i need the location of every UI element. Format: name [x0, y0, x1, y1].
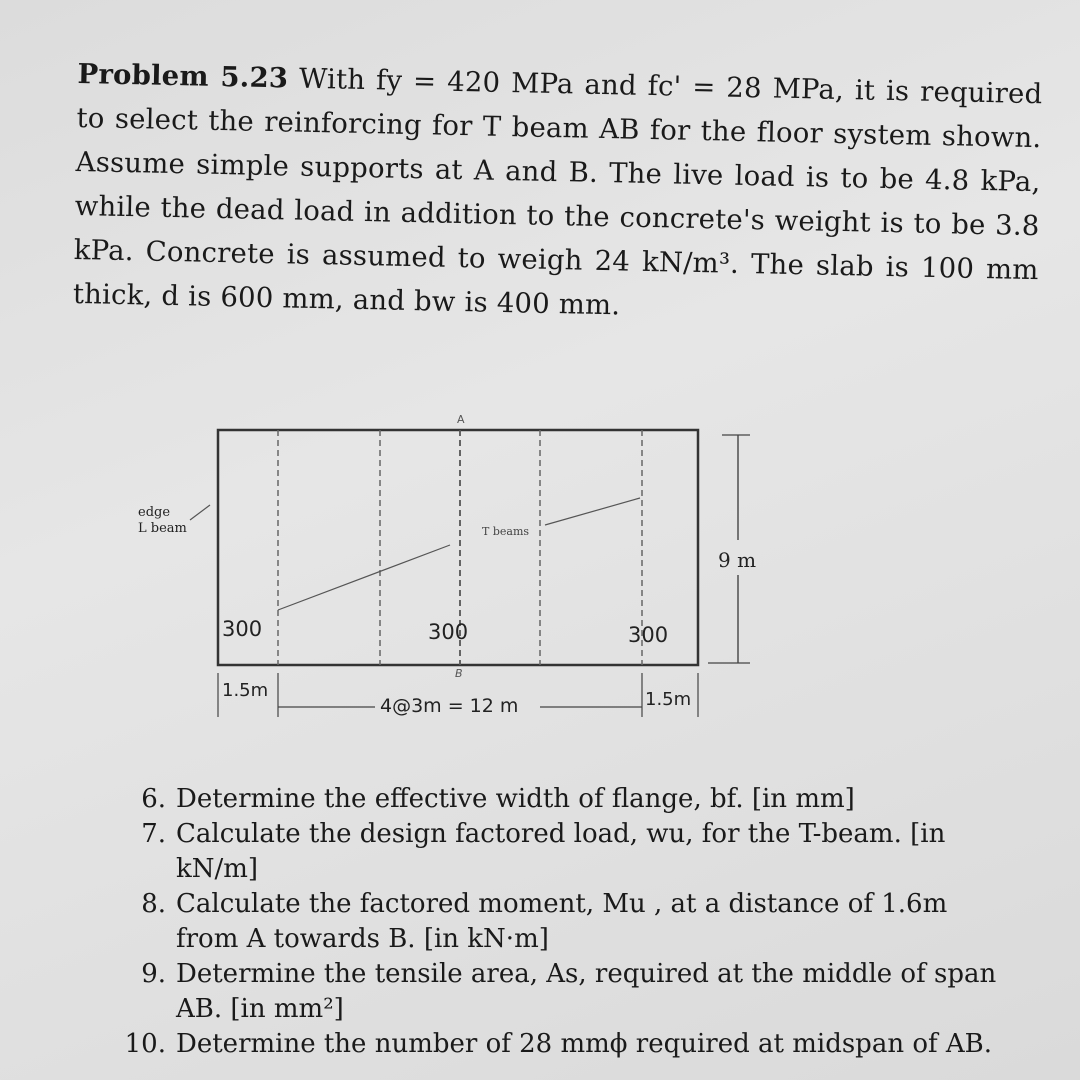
edge-label-line1: edge — [138, 505, 171, 520]
edge-beam-leader — [190, 505, 210, 520]
t-beams-label: T beams — [482, 525, 530, 538]
dim-span-label: 4@3m = 12 m — [380, 695, 519, 717]
problem-paragraph — [72, 52, 1042, 336]
question-number: 9. — [141, 959, 166, 989]
question-item — [112, 1027, 1012, 1062]
question-text: Determine the tensile area, As, required at the middle of span AB. [in mm²] — [176, 959, 997, 1024]
problem-title: Problem 5.23 — [77, 57, 289, 95]
question-number: 6. — [141, 784, 166, 814]
question-item — [112, 782, 1012, 817]
floor-plan-figure — [130, 405, 850, 735]
t-beam-leader-left — [278, 545, 450, 610]
problem-statement — [72, 52, 1042, 336]
edge-label-line2: L beam — [138, 521, 187, 536]
label-b: B — [455, 667, 463, 680]
question-text: Determine the effective width of flange, bf. [in mm] — [176, 784, 855, 814]
question-number: 10. — [124, 1029, 166, 1059]
question-text: Calculate the factored moment, Mu , at a distance of 1.6m from A towards B. [in kN·m] — [176, 889, 948, 954]
dim-left-label: 1.5m — [222, 680, 269, 701]
question-text: Determine the number of 28 mmϕ required at midspan of AB. — [176, 1029, 993, 1059]
question-list — [112, 782, 1012, 1062]
dim-right-label: 1.5m — [645, 689, 692, 710]
question-item — [112, 957, 1012, 1027]
dim-300-right: 300 — [628, 623, 669, 647]
dim-height-label: 9 m — [718, 548, 757, 572]
dim-300-mid: 300 — [428, 620, 469, 644]
question-text: Calculate the design factored load, wu, for the T-beam. [in kN/m] — [176, 819, 946, 884]
problem-text: With fy = 420 MPa and fc' = 28 MPa, it is required to select the reinforcing for T beam AB for the floor system shown. Assume simple supports at A and B. The live load is to be 4.8 kPa, while the dead load in addition to the concrete's weight is to be 3.8 kPa. Concrete is assumed to weigh 24 kN/m³. The slab is 100 mm thick, d is 600 mm, and bw is 400 mm. — [72, 62, 1043, 322]
t-beam-leader-right — [545, 498, 640, 525]
label-a: A — [457, 413, 465, 426]
dim-300-left: 300 — [222, 617, 263, 641]
edge-beam-label — [138, 505, 187, 537]
question-number: 8. — [141, 889, 166, 919]
question-item — [112, 817, 1012, 887]
question-item — [112, 887, 1012, 957]
question-number: 7. — [141, 819, 166, 849]
